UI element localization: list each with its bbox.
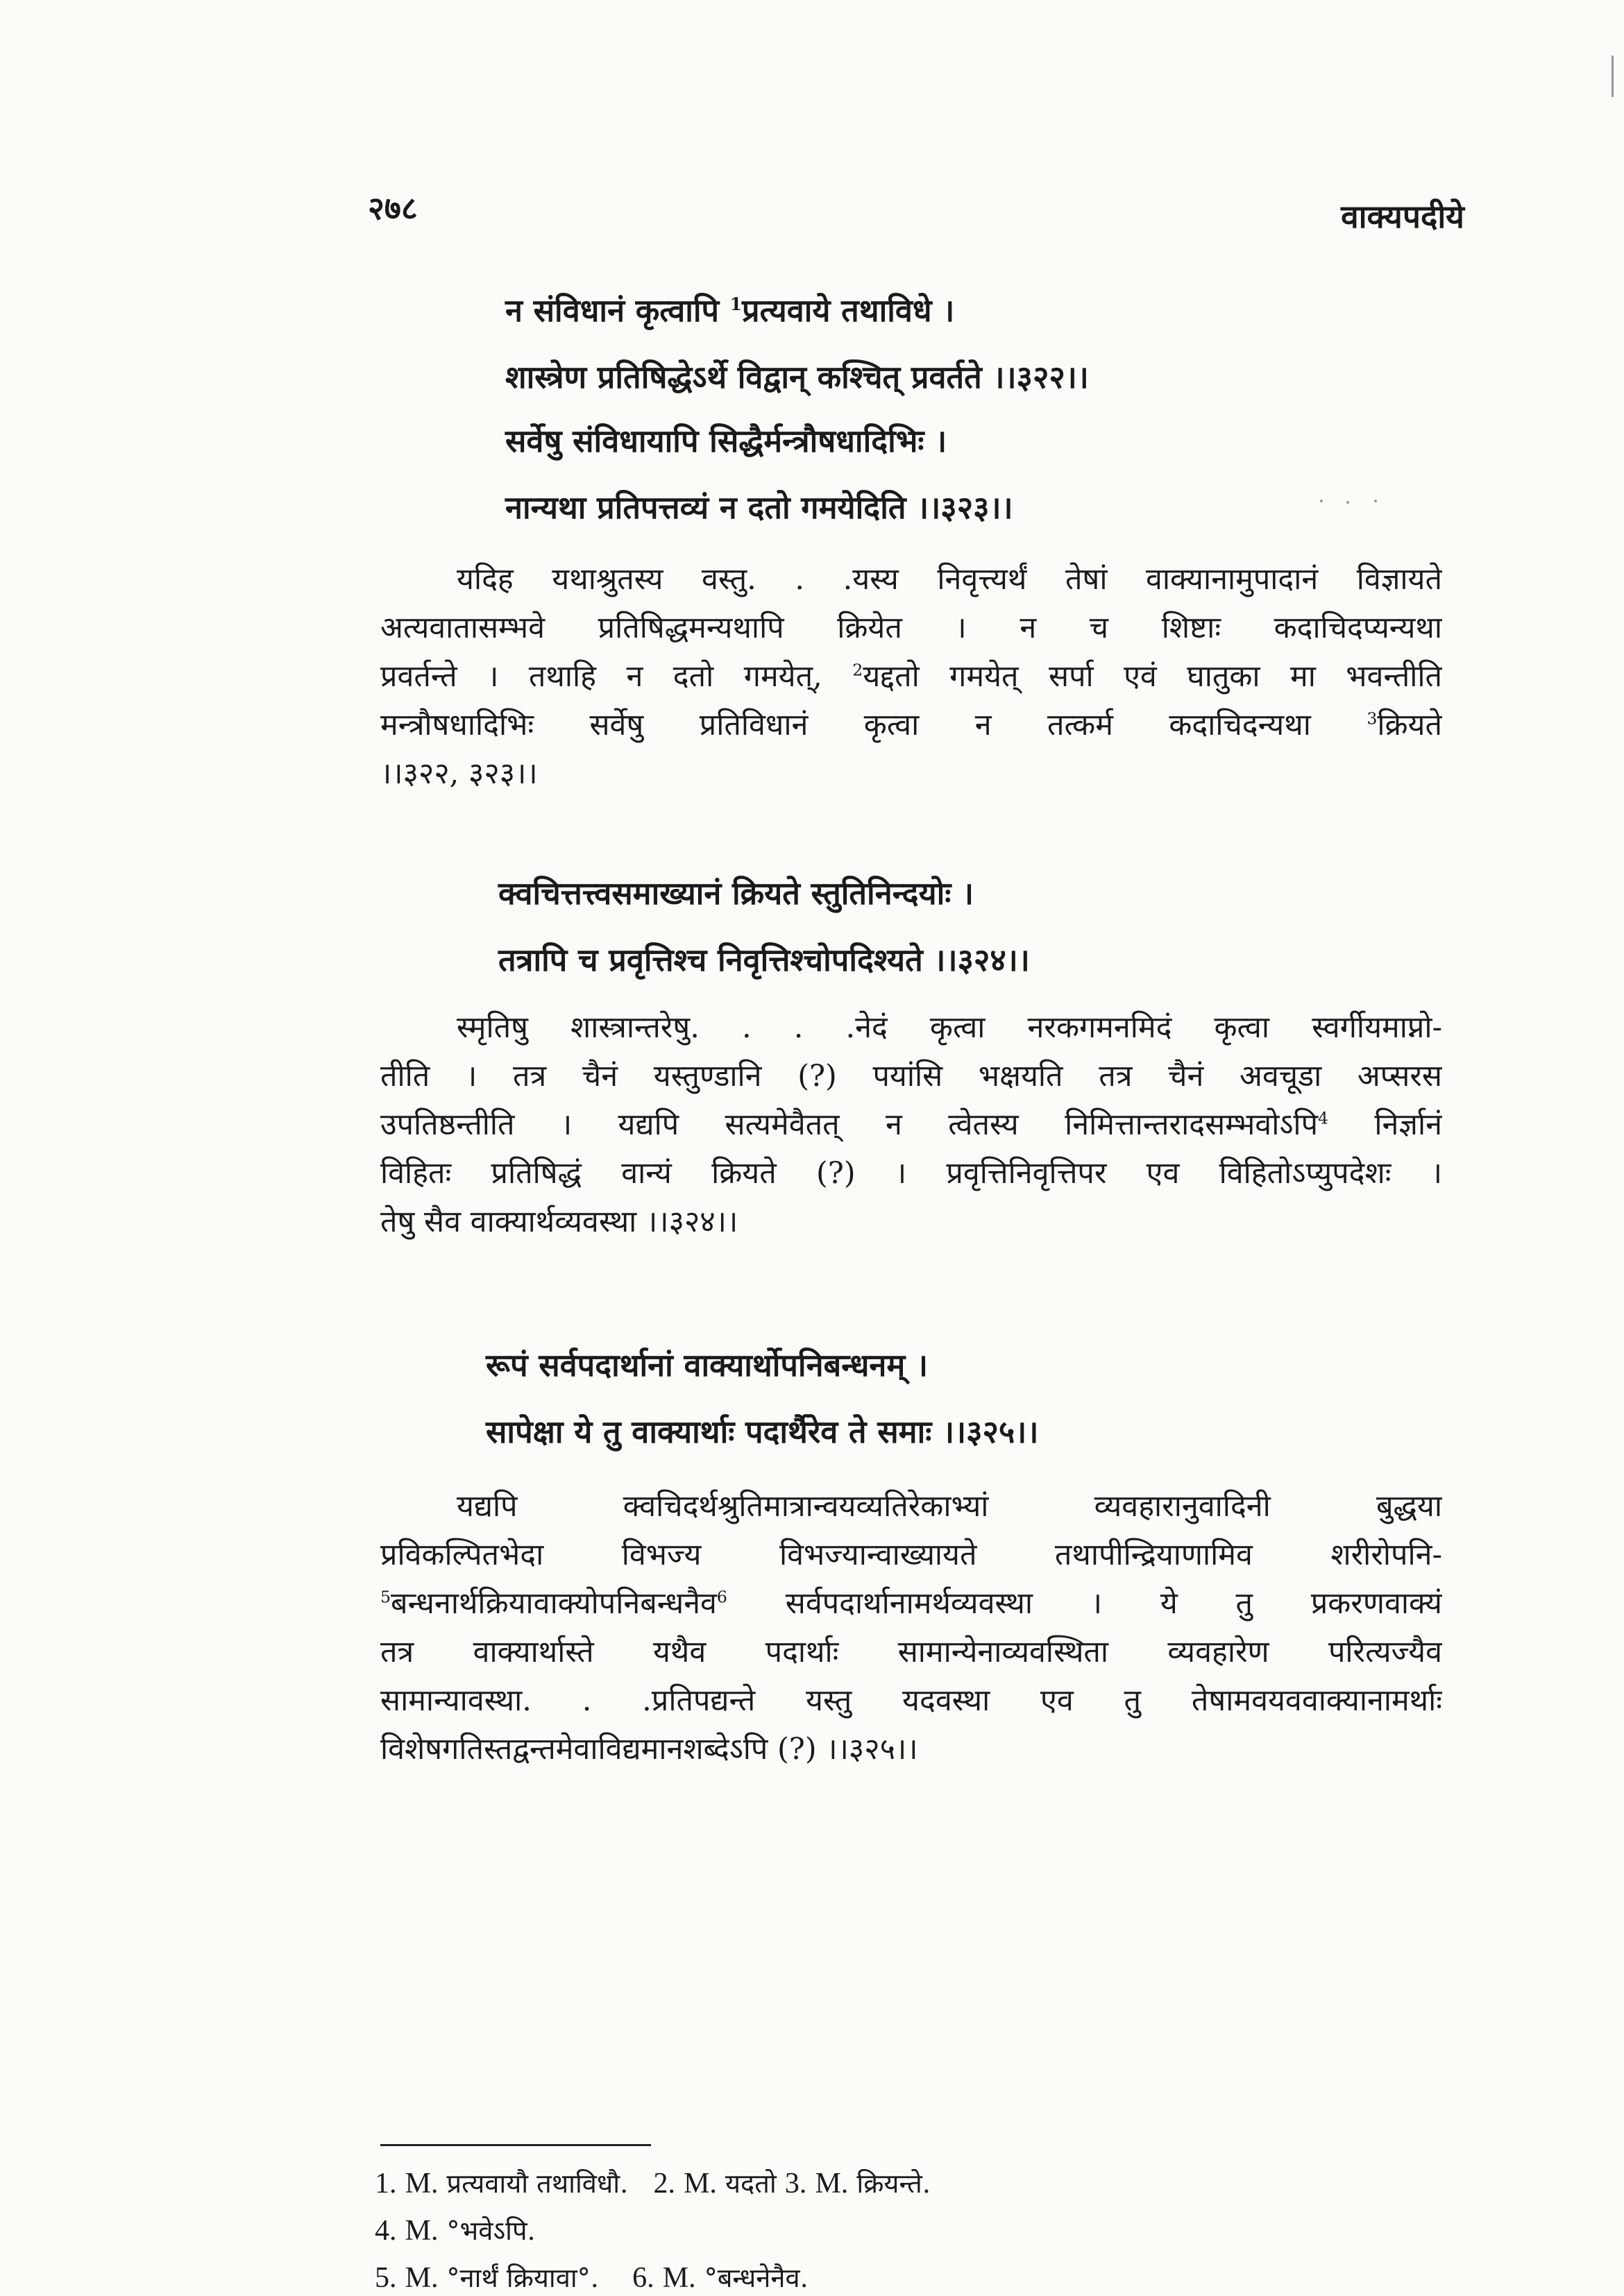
footnote-source: M.	[684, 2168, 717, 2200]
commentary-line: यदिह यथाश्रुतस्य वस्तु. . .यस्य निवृत्त्यर्थं तेषां वाक्यानामुपादानं विज्ञायते	[457, 562, 1442, 597]
running-title: वाक्यपदीये	[1341, 198, 1464, 235]
commentary-text: बन्धनार्थक्रियावाक्योपनिबन्धनैव	[391, 1586, 717, 1621]
verse-line: नान्यथा प्रतिपत्तव्यं न दतो गमयेदिति ।।३२३।।	[505, 489, 1013, 526]
commentary-line: अत्यवातासम्भवे प्रतिषिद्धमन्यथापि क्रियेत । न च शिष्टाः कदाचिदप्यन्यथा	[380, 611, 1442, 645]
commentary-text: मन्त्रौषधादिभिः सर्वेषु प्रतिविधानं कृत्वा न तत्कर्म कदाचिदन्यथा	[380, 708, 1367, 742]
footnote-row-1	[375, 2166, 931, 2201]
footnote-source: M.	[405, 2215, 439, 2247]
scan-speck	[1320, 500, 1323, 502]
verse-line: रूपं सर्वपदार्थानां वाक्यार्थोपनिबन्धनम् ।	[486, 1347, 928, 1384]
footnote-source: M.	[815, 2168, 849, 2200]
commentary-line: तत्र वाक्यार्थास्ते यथैव पदार्थाः सामान्येनाव्यवस्थिता व्यवहारेण परित्यज्यैव	[380, 1635, 1442, 1669]
footnote-marker: 6	[716, 1587, 727, 1607]
commentary-text: सर्वपदार्थानामर्थव्यवस्था । ये तु प्रकरणवाक्यं	[727, 1586, 1442, 1621]
verse-text: प्रत्यवाये तथाविधे ।	[741, 292, 955, 329]
commentary-line: स्मृतिषु शास्त्रान्तरेषु. . . .नेदं कृत्वा नरकगमनमिदं कृत्वा स्वर्गीयमाप्नो-	[457, 1010, 1442, 1045]
footnote-source: M.	[662, 2262, 696, 2294]
verse-line	[505, 278, 1089, 344]
commentary-text: यद्दतो गमयेत् सर्पा एवं घातुका मा भवन्तीति	[863, 659, 1442, 694]
verse-text: न संविधानं कृत्वापि	[505, 292, 730, 329]
footnote-source: M.	[405, 2262, 439, 2294]
commentary-text: प्रवर्तन्ते । तथाहि न दतो गमयेत्,	[380, 659, 853, 694]
footnote-text: यदतो	[725, 2168, 777, 2199]
commentary-line	[380, 652, 1442, 701]
commentary-line: विशेषगतिस्तद्वन्तमेवाविद्यमानशब्देऽपि (?) ।।३२५।।	[380, 1732, 918, 1767]
commentary-line: विहितः प्रतिषिद्धं वान्यं क्रियते (?) । प्रवृत्तिनिवृत्तिपर एव विहितोऽप्युपदेशः ।	[380, 1156, 1442, 1191]
verse-323	[505, 408, 1013, 541]
scan-speck	[1374, 500, 1377, 502]
commentary-line: सामान्यावस्था. . .प्रतिपद्यन्ते यस्तु यदवस्था एव तु तेषामवयववाक्यानामर्थाः	[380, 1683, 1442, 1718]
footnote-number: 4.	[375, 2215, 397, 2247]
scan-speck	[1346, 501, 1349, 504]
commentary-line: यद्यपि क्वचिदर्थश्रुतिमात्रान्वयव्यतिरेकाभ्यां व्यवहारानुवादिनी बुद्धया	[457, 1489, 1442, 1524]
verse-322	[505, 278, 1089, 411]
footnote-number: 5.	[375, 2262, 397, 2294]
footnote-number: 3.	[784, 2168, 807, 2200]
page-number: २७८	[368, 189, 418, 227]
footnote-marker: 5	[380, 1587, 391, 1607]
commentary-322-323	[380, 555, 1442, 798]
verse-line: सर्वेषु संविधायापि सिद्धैर्मन्त्रौषधादिभिः ।	[505, 423, 947, 459]
footnote-row-3	[375, 2261, 809, 2295]
verse-line: शास्त्रेण प्रतिषिद्धेऽर्थे विद्वान् कश्चित् प्रवर्तते ।।३२२।।	[505, 359, 1089, 396]
verse-line: तत्रापि च प्रवृत्तिश्च निवृत्तिश्चोपदिश्यते ।।३२४।।	[498, 942, 1030, 978]
commentary-text: निर्ज्ञानं	[1328, 1107, 1442, 1142]
commentary-line	[380, 1100, 1442, 1149]
footnote-text: °बन्धनेनैव.	[704, 2263, 809, 2293]
footnote-text: °नार्थं क्रियावा°.	[446, 2263, 599, 2293]
footnote-marker: 4	[1318, 1108, 1329, 1128]
footnote-text: °भवेऽपि.	[446, 2216, 536, 2246]
verse-324	[498, 860, 1030, 994]
footnote-text: क्रियन्ते.	[856, 2168, 931, 2199]
footnote-number: 2.	[653, 2168, 675, 2200]
commentary-line: ।।३२२, ३२३।।	[380, 756, 538, 791]
commentary-line	[380, 701, 1442, 749]
commentary-line: प्रविकल्पितभेदा विभज्य विभज्यान्वाख्यायते तथापीन्द्रियाणामिव शरीरोपनि-	[380, 1538, 1442, 1572]
commentary-text: क्रियते	[1377, 708, 1442, 742]
footnote-marker: 1	[729, 294, 742, 314]
verse-line: क्वचित्तत्त्वसमाख्यानं क्रियते स्तुतिनिन्दयोः ।	[498, 875, 974, 912]
verse-line: सापेक्षा ये तु वाक्यार्थाः पदार्थैरेव ते समाः ।।३२५।।	[486, 1413, 1039, 1450]
footnote-source: M.	[405, 2168, 439, 2200]
footnote-number: 6.	[632, 2262, 654, 2294]
commentary-line: तीति । तत्र चैनं यस्तुण्डानि (?) पयांसि भक्षयति तत्र चैनं अवचूडा अप्सरस	[380, 1059, 1442, 1094]
footnote-text: प्रत्यवायौ तथाविधौ.	[446, 2168, 629, 2199]
footnote-row-2	[375, 2213, 536, 2248]
commentary-line: तेषु सैव वाक्यार्थव्यवस्था ।।३२४।।	[380, 1205, 738, 1239]
commentary-text: उपतिष्ठन्तीति । यद्यपि सत्यमेवैतत् न त्वेतस्य निमित्तान्तरादसम्भवोऽपि	[380, 1107, 1318, 1142]
footnote-rule	[380, 2144, 651, 2146]
commentary-325	[380, 1482, 1442, 1774]
footnote-marker: 3	[1367, 708, 1378, 729]
commentary-324	[380, 1003, 1442, 1246]
commentary-line	[380, 1579, 1442, 1628]
scan-edge	[1612, 56, 1614, 97]
verse-325	[486, 1332, 1038, 1465]
footnote-marker: 2	[852, 660, 863, 680]
footnote-number: 1.	[375, 2168, 397, 2200]
